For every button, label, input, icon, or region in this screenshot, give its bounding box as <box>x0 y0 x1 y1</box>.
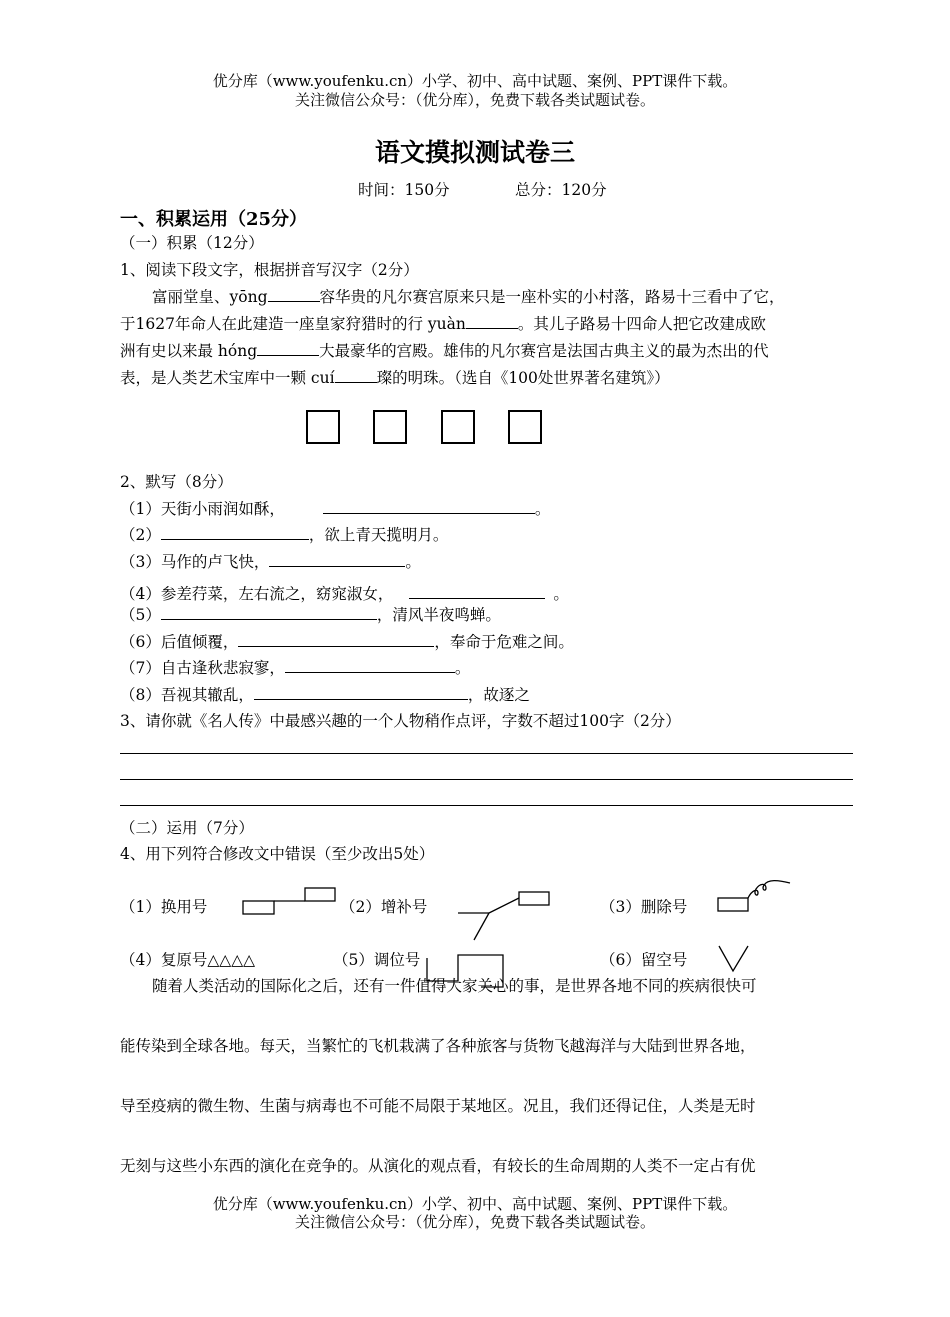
dictation-item-3-end: 。 <box>405 553 421 571</box>
footer-line-1: 优分库（www.youfenku.cn）小学、初中、高中试题、案例、PPT课件下载。 <box>212 1195 738 1213</box>
dictation-item-7-prompt: （7）自古逢秋悲寂寥， <box>120 659 285 677</box>
dictation-item-3-prompt: （3）马作的卢飞快， <box>120 553 270 571</box>
dictation-item-8-prompt: （8）吾视其辙乱， <box>120 686 254 704</box>
q1-line-1-end: 容华贵的凡尔赛宫原来只是一座朴实的小村落，路易十三看中了它， <box>319 288 785 306</box>
dictation-item-5-prompt: （5） <box>120 606 161 624</box>
dictation-item-6-prompt: （6）后值倾覆， <box>120 633 239 651</box>
section-1-heading: 一、积累运用（25分） <box>120 209 308 230</box>
passage-line-1: 随着人类活动的国际化之后，还有一件值得大家关心的事，是世界各地不同的疾病很快可 <box>152 977 757 995</box>
question-4-prompt: 4、用下列符合修改文中错误（至少改出5处） <box>120 845 435 863</box>
header-line-2: 关注微信公众号：（优分库），免费下载各类试题试卷。 <box>294 91 655 109</box>
symbol-replace-label: （1）换用号 <box>120 898 208 916</box>
space-mark-icon <box>719 946 748 971</box>
dictation-item-7-end: 。 <box>454 659 471 677</box>
dictation-item-1-prompt: （1）天街小雨润如酥， <box>120 500 285 518</box>
exam-time: 时间：150分 <box>358 181 450 199</box>
page-title: 语文摸拟测试卷三 <box>374 138 575 167</box>
dictation-item-5-end: ，清风半夜鸣蝉。 <box>376 606 501 624</box>
delete-mark-icon <box>718 881 790 911</box>
symbol-restore-label: （4）复原号△△△△ <box>120 951 256 969</box>
question-1-prompt: 1、阅读下段文字，根据拼音写汉字（2分） <box>120 261 419 279</box>
q1-line-1-start: 富丽堂皇、yōng <box>152 288 268 306</box>
footer-line-2: 关注微信公众号：（优分库），免费下载各类试题试卷。 <box>294 1213 655 1231</box>
q1-line-4-start: 表，是人类艺术宝库中一颗 cuí <box>120 369 335 387</box>
q1-line-3-end: 大最豪华的宫殿。雄伟的凡尔赛宫是法国古典主义的最为杰出的代 <box>319 342 769 360</box>
q1-line-3-start: 洲有史以来最 hóng <box>120 342 258 360</box>
symbol-insert-label: （2）增补号 <box>340 898 428 916</box>
passage-line-4: 无刻与这些小东西的演化在竞争的。从演化的观点看，有较长的生命周期的人类不一定占有优 <box>120 1157 756 1175</box>
q1-line-4-end: 璨的明珠。（选自《100处世界著名建筑》） <box>376 369 670 387</box>
passage-line-2: 能传染到全球各地。每天，当繁忙的飞机栽满了各种旅客与货物飞越海洋与大陆到世界各地， <box>120 1037 756 1055</box>
dictation-item-4-end: 。 <box>553 585 569 603</box>
dictation-item-6-end: ，奉命于危难之间。 <box>434 633 574 651</box>
subsection-accumulation: （一）积累（12分） <box>120 234 264 252</box>
q1-line-2-start: 于1627年命人在此建造一座皇家狩猎时的行 yuàn <box>120 315 466 333</box>
exam-total: 总分：120分 <box>515 181 607 199</box>
dictation-item-4-prompt: （4）参差荇菜，左右流之，窈窕淑女， <box>120 585 394 603</box>
symbol-delete-label: （3）删除号 <box>600 898 688 916</box>
dictation-item-2-prompt: （2） <box>120 526 161 544</box>
dictation-item-8-end: ，故逐之 <box>467 686 530 704</box>
question-2-prompt: 2、默写（8分） <box>120 473 233 491</box>
replace-mark-icon <box>243 888 335 914</box>
q1-line-2-end: 。其儿子路易十四命人把它改建成欧 <box>517 315 766 333</box>
header-line-1: 优分库（www.youfenku.cn）小学、初中、高中试题、案例、PPT课件下载。 <box>212 72 738 90</box>
subsection-application: （二）运用（7分） <box>120 819 254 837</box>
insert-mark-icon <box>458 892 549 940</box>
symbol-transpose-label: （5）调位号 <box>333 951 421 969</box>
symbol-space-label: （6）留空号 <box>600 951 688 969</box>
dictation-item-1-end: 。 <box>534 500 551 518</box>
dictation-item-2-end: ，欲上青天揽明月。 <box>308 526 449 544</box>
passage-line-3: 导至疫病的微生物、生菌与病毒也不可能不局限于某地区。况且，我们还得记住，人类是无时 <box>120 1097 756 1115</box>
question-3-prompt: 3、请你就《名人传》中最感兴趣的一个人物稍作点评，字数不超过100字（2分） <box>120 712 681 730</box>
